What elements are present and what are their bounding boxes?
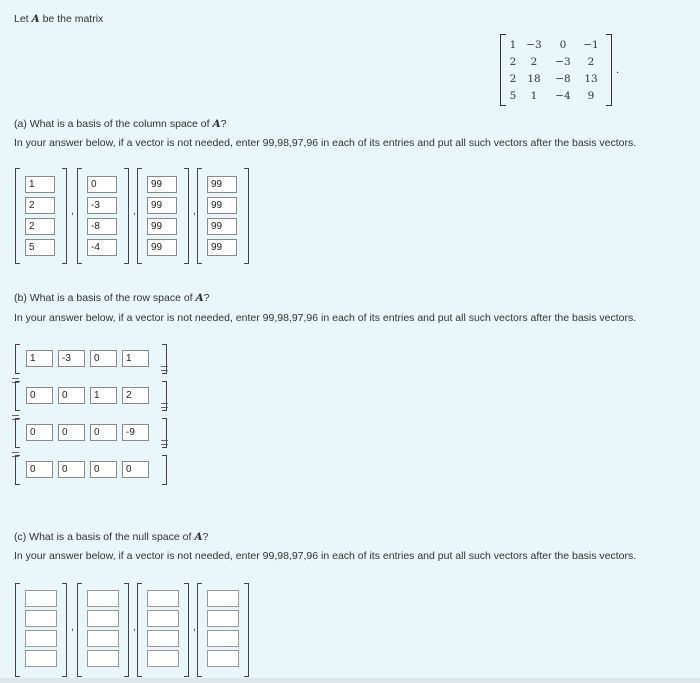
matrix-entry: 0 [559, 38, 567, 51]
part-a-prefix: (a) What is a basis of the column space of [14, 118, 213, 130]
matrix-entries [506, 36, 604, 104]
entry-input[interactable]: 0 [58, 424, 85, 441]
bracket-left [137, 168, 142, 264]
entry-input[interactable] [207, 630, 239, 647]
entry-input[interactable] [25, 610, 57, 627]
bracket-right [62, 168, 67, 264]
vector-separator-comma: , [133, 206, 136, 217]
part-b-instruction: In your answer below, if a vector is not needed, enter 99,98,97,96 in each of its entries and put all such vectors after the basis vectors. [14, 312, 637, 324]
vector-separator-comma: , [193, 622, 196, 633]
part-c-var: A [194, 531, 203, 543]
entry-input[interactable] [147, 610, 179, 627]
bracket-right [162, 455, 167, 485]
matrix-a [500, 34, 612, 106]
bracket-left [137, 583, 142, 677]
bracket-left [15, 418, 20, 448]
entry-input[interactable]: 99 [147, 218, 177, 235]
bracket-left [77, 583, 82, 677]
entry-input[interactable]: 0 [90, 350, 117, 367]
matrix-right-bracket [606, 34, 612, 106]
matrix-entry: 2 [587, 55, 595, 68]
matrix-entry: −3 [526, 38, 542, 51]
entry-input[interactable]: -4 [87, 239, 117, 256]
bracket-left [197, 583, 202, 677]
entry-input[interactable]: 0 [122, 461, 149, 478]
entry-input[interactable]: 1 [25, 176, 55, 193]
matrix-entry: 1 [530, 89, 538, 102]
entry-input[interactable]: 99 [147, 197, 177, 214]
entry-input[interactable]: -9 [122, 424, 149, 441]
part-a-var: A [212, 118, 221, 130]
entry-input[interactable]: 2 [25, 218, 55, 235]
bracket-left [77, 168, 82, 264]
matrix-entry: 18 [527, 72, 541, 85]
entry-input[interactable] [147, 630, 179, 647]
entry-input[interactable]: 1 [90, 387, 117, 404]
vector-separator [161, 440, 168, 445]
bracket-left [15, 168, 20, 264]
entry-input[interactable]: 0 [26, 461, 53, 478]
matrix-period: . [616, 64, 620, 76]
entry-input[interactable] [25, 630, 57, 647]
entry-input[interactable]: 0 [58, 387, 85, 404]
matrix-row [506, 70, 604, 87]
bracket-left [15, 381, 20, 411]
entry-input[interactable]: 99 [207, 239, 237, 256]
vector-separator-comma: , [133, 622, 136, 633]
matrix-entry: 13 [584, 72, 598, 85]
bracket-left [15, 455, 20, 485]
vector-separator-comma: , [71, 206, 74, 217]
vector-separator [161, 366, 168, 371]
part-c-question [14, 531, 208, 543]
entry-input[interactable] [87, 630, 119, 647]
entry-input[interactable]: 0 [26, 424, 53, 441]
bracket-left [197, 168, 202, 264]
matrix-entry: −8 [555, 72, 571, 85]
bracket-right [184, 168, 189, 264]
matrix-entry: −4 [555, 89, 571, 102]
entry-input[interactable]: 0 [26, 387, 53, 404]
matrix-entry: 2 [530, 55, 538, 68]
vector-separator-comma: , [193, 206, 196, 217]
entry-input[interactable]: 0 [87, 176, 117, 193]
part-b-var: A [195, 292, 204, 304]
bracket-right [184, 583, 189, 677]
entry-input[interactable]: -8 [87, 218, 117, 235]
intro-suffix: be the matrix [39, 13, 104, 25]
entry-input[interactable] [87, 610, 119, 627]
footer-divider [0, 678, 700, 683]
bracket-right [244, 583, 249, 677]
part-a-suffix: ? [220, 118, 227, 130]
part-c-instruction: In your answer below, if a vector is not needed, enter 99,98,97,96 in each of its entries and put all such vectors after the basis vectors. [14, 550, 637, 562]
bracket-left [15, 583, 20, 677]
part-c-suffix: ? [202, 531, 209, 543]
entry-input[interactable]: 2 [25, 197, 55, 214]
entry-input[interactable] [25, 650, 57, 667]
entry-input[interactable]: 0 [90, 424, 117, 441]
entry-input[interactable]: 1 [26, 350, 53, 367]
entry-input[interactable]: 99 [207, 176, 237, 193]
part-b-suffix: ? [203, 292, 210, 304]
part-b-prefix: (b) What is a basis of the row space of [14, 292, 196, 304]
entry-input[interactable]: 2 [122, 387, 149, 404]
part-b-question [14, 292, 210, 304]
entry-input[interactable]: 0 [90, 461, 117, 478]
vector-separator [161, 403, 168, 408]
entry-input[interactable]: -3 [58, 350, 85, 367]
matrix-entry: −3 [555, 55, 571, 68]
entry-input[interactable] [207, 610, 239, 627]
entry-input[interactable] [147, 650, 179, 667]
matrix-entry: 1 [509, 38, 517, 51]
intro-matrix-var: A [31, 13, 40, 25]
intro-text [14, 13, 103, 25]
bracket-right [124, 168, 129, 264]
part-a-instruction: In your answer below, if a vector is not needed, enter 99,98,97,96 in each of its entries and put all such vectors after the basis vectors. [14, 137, 637, 149]
bracket-right [124, 583, 129, 677]
entry-input[interactable] [25, 590, 57, 607]
matrix-entry: −1 [583, 38, 599, 51]
entry-input[interactable] [87, 590, 119, 607]
matrix-entry: 9 [587, 89, 595, 102]
matrix-row [506, 53, 604, 70]
matrix-entry: 2 [509, 55, 517, 68]
matrix-row [506, 36, 604, 53]
part-c-prefix: (c) What is a basis of the null space of [14, 531, 195, 543]
entry-input[interactable] [147, 590, 179, 607]
entry-input[interactable]: -3 [87, 197, 117, 214]
bracket-right [62, 583, 67, 677]
matrix-entry: 5 [509, 89, 517, 102]
entry-input[interactable]: 5 [25, 239, 55, 256]
entry-input[interactable]: 0 [58, 461, 85, 478]
bracket-right [244, 168, 249, 264]
part-a-question [14, 118, 226, 130]
entry-input[interactable]: 99 [207, 197, 237, 214]
bracket-left [15, 344, 20, 374]
matrix-row [506, 87, 604, 104]
entry-input[interactable]: 99 [147, 239, 177, 256]
entry-input[interactable] [87, 650, 119, 667]
entry-input[interactable]: 99 [147, 176, 177, 193]
entry-input[interactable] [207, 650, 239, 667]
entry-input[interactable]: 1 [122, 350, 149, 367]
vector-separator-comma: , [71, 622, 74, 633]
entry-input[interactable]: 99 [207, 218, 237, 235]
intro-prefix: Let [14, 13, 32, 25]
matrix-entry: 2 [509, 72, 517, 85]
entry-input[interactable] [207, 590, 239, 607]
